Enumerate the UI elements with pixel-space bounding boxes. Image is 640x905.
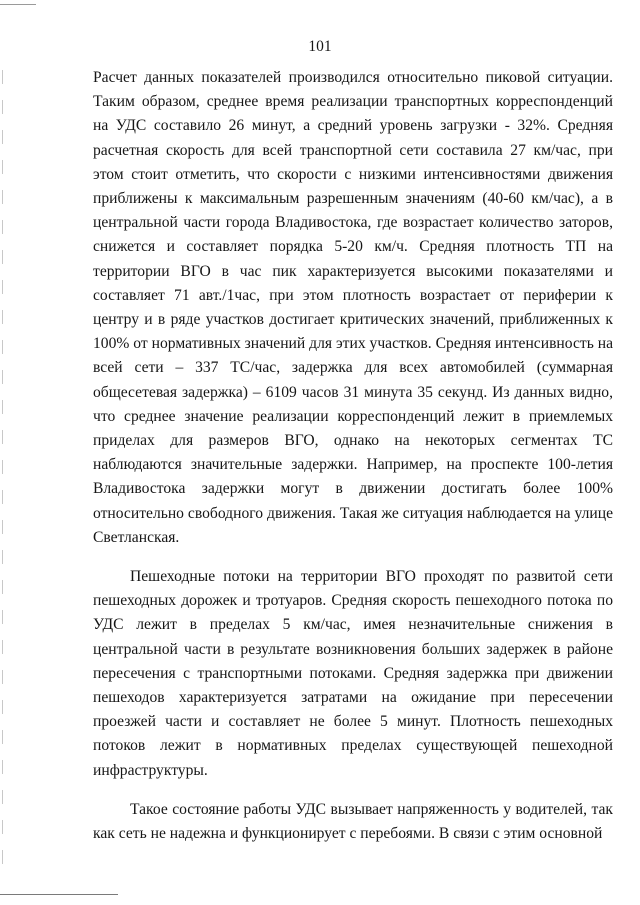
paragraph-pedestrian-flows: Пешеходные потоки на территории ВГО проходят по развитой сети пешеходных дорожек и тротуаров. Средняя скорость пешеходного потока по УДС лежит в пределах 5 км/час, имея незначительные снижения в центральной части в результате возникновения больших задержек в районе пересечения с транспортными потоками. Средняя задержка при движении пешеходов характеризуется затратами на ожидание при пересечении проезжей части и составляет не более 5 минут. Плотность пешеходных потоков лежит в нормативных пределах существующей пешеходной инфраструктуры. <box>93 568 613 779</box>
scan-left-edge-shadow <box>2 70 3 870</box>
page-number: 101 <box>308 38 332 55</box>
scan-top-edge-line <box>0 4 36 5</box>
paragraph-traffic-indicators: Расчет данных показателей производился относительно пиковой ситуации. Таким образом, среднее время реализации транспортных корреспонденций на УДС составило 26 минут, а средний уровень загрузки - 32%. Средняя расчетная скорость для всей транспортной сети составила 27 км/час, при этом стоит отметить, что скорости с низкими интенсивностями движения приближены к максимальным разрешенным значениям (40-60 км/час), а в центральной части города Владивостока, где возрастает количество заторов, снижется и составляет порядка 5-20 км/ч. Средняя плотность ТП на территории ВГО в час пик характеризуется высокими показателями и составляет 71 авт./1час, при этом плотность возрастает от периферии к центру и в ряде участков достигает критических значений, приближенных к 100% от нормативных значений для этих участков. Средняя интенсивность на всей сети – 337 ТС/час, задержка для всех автомобилей (суммарная общесетевая задержка) – 6109 часов 31 минута 35 секунд. Из данных видно, что среднее значение реализации корреспонденций лежит в приемлемых приделах для размеров ВГО, однако на некоторых сегментах ТС наблюдаются значительные задержки. Например, на проспекте 100-летия Владивостока задержки могут в движении достигать более 100% относительно свободного движения. Такая же ситуация наблюдается на улице Светланская. <box>93 69 613 546</box>
page-body <box>93 66 613 846</box>
paragraph-network-state: Такое состояние работы УДС вызывает напряженность у водителей, так как сеть не надежна и функционирует с перебоями. В связи с этим основной <box>93 800 613 843</box>
scan-bottom-edge-line <box>0 894 118 895</box>
